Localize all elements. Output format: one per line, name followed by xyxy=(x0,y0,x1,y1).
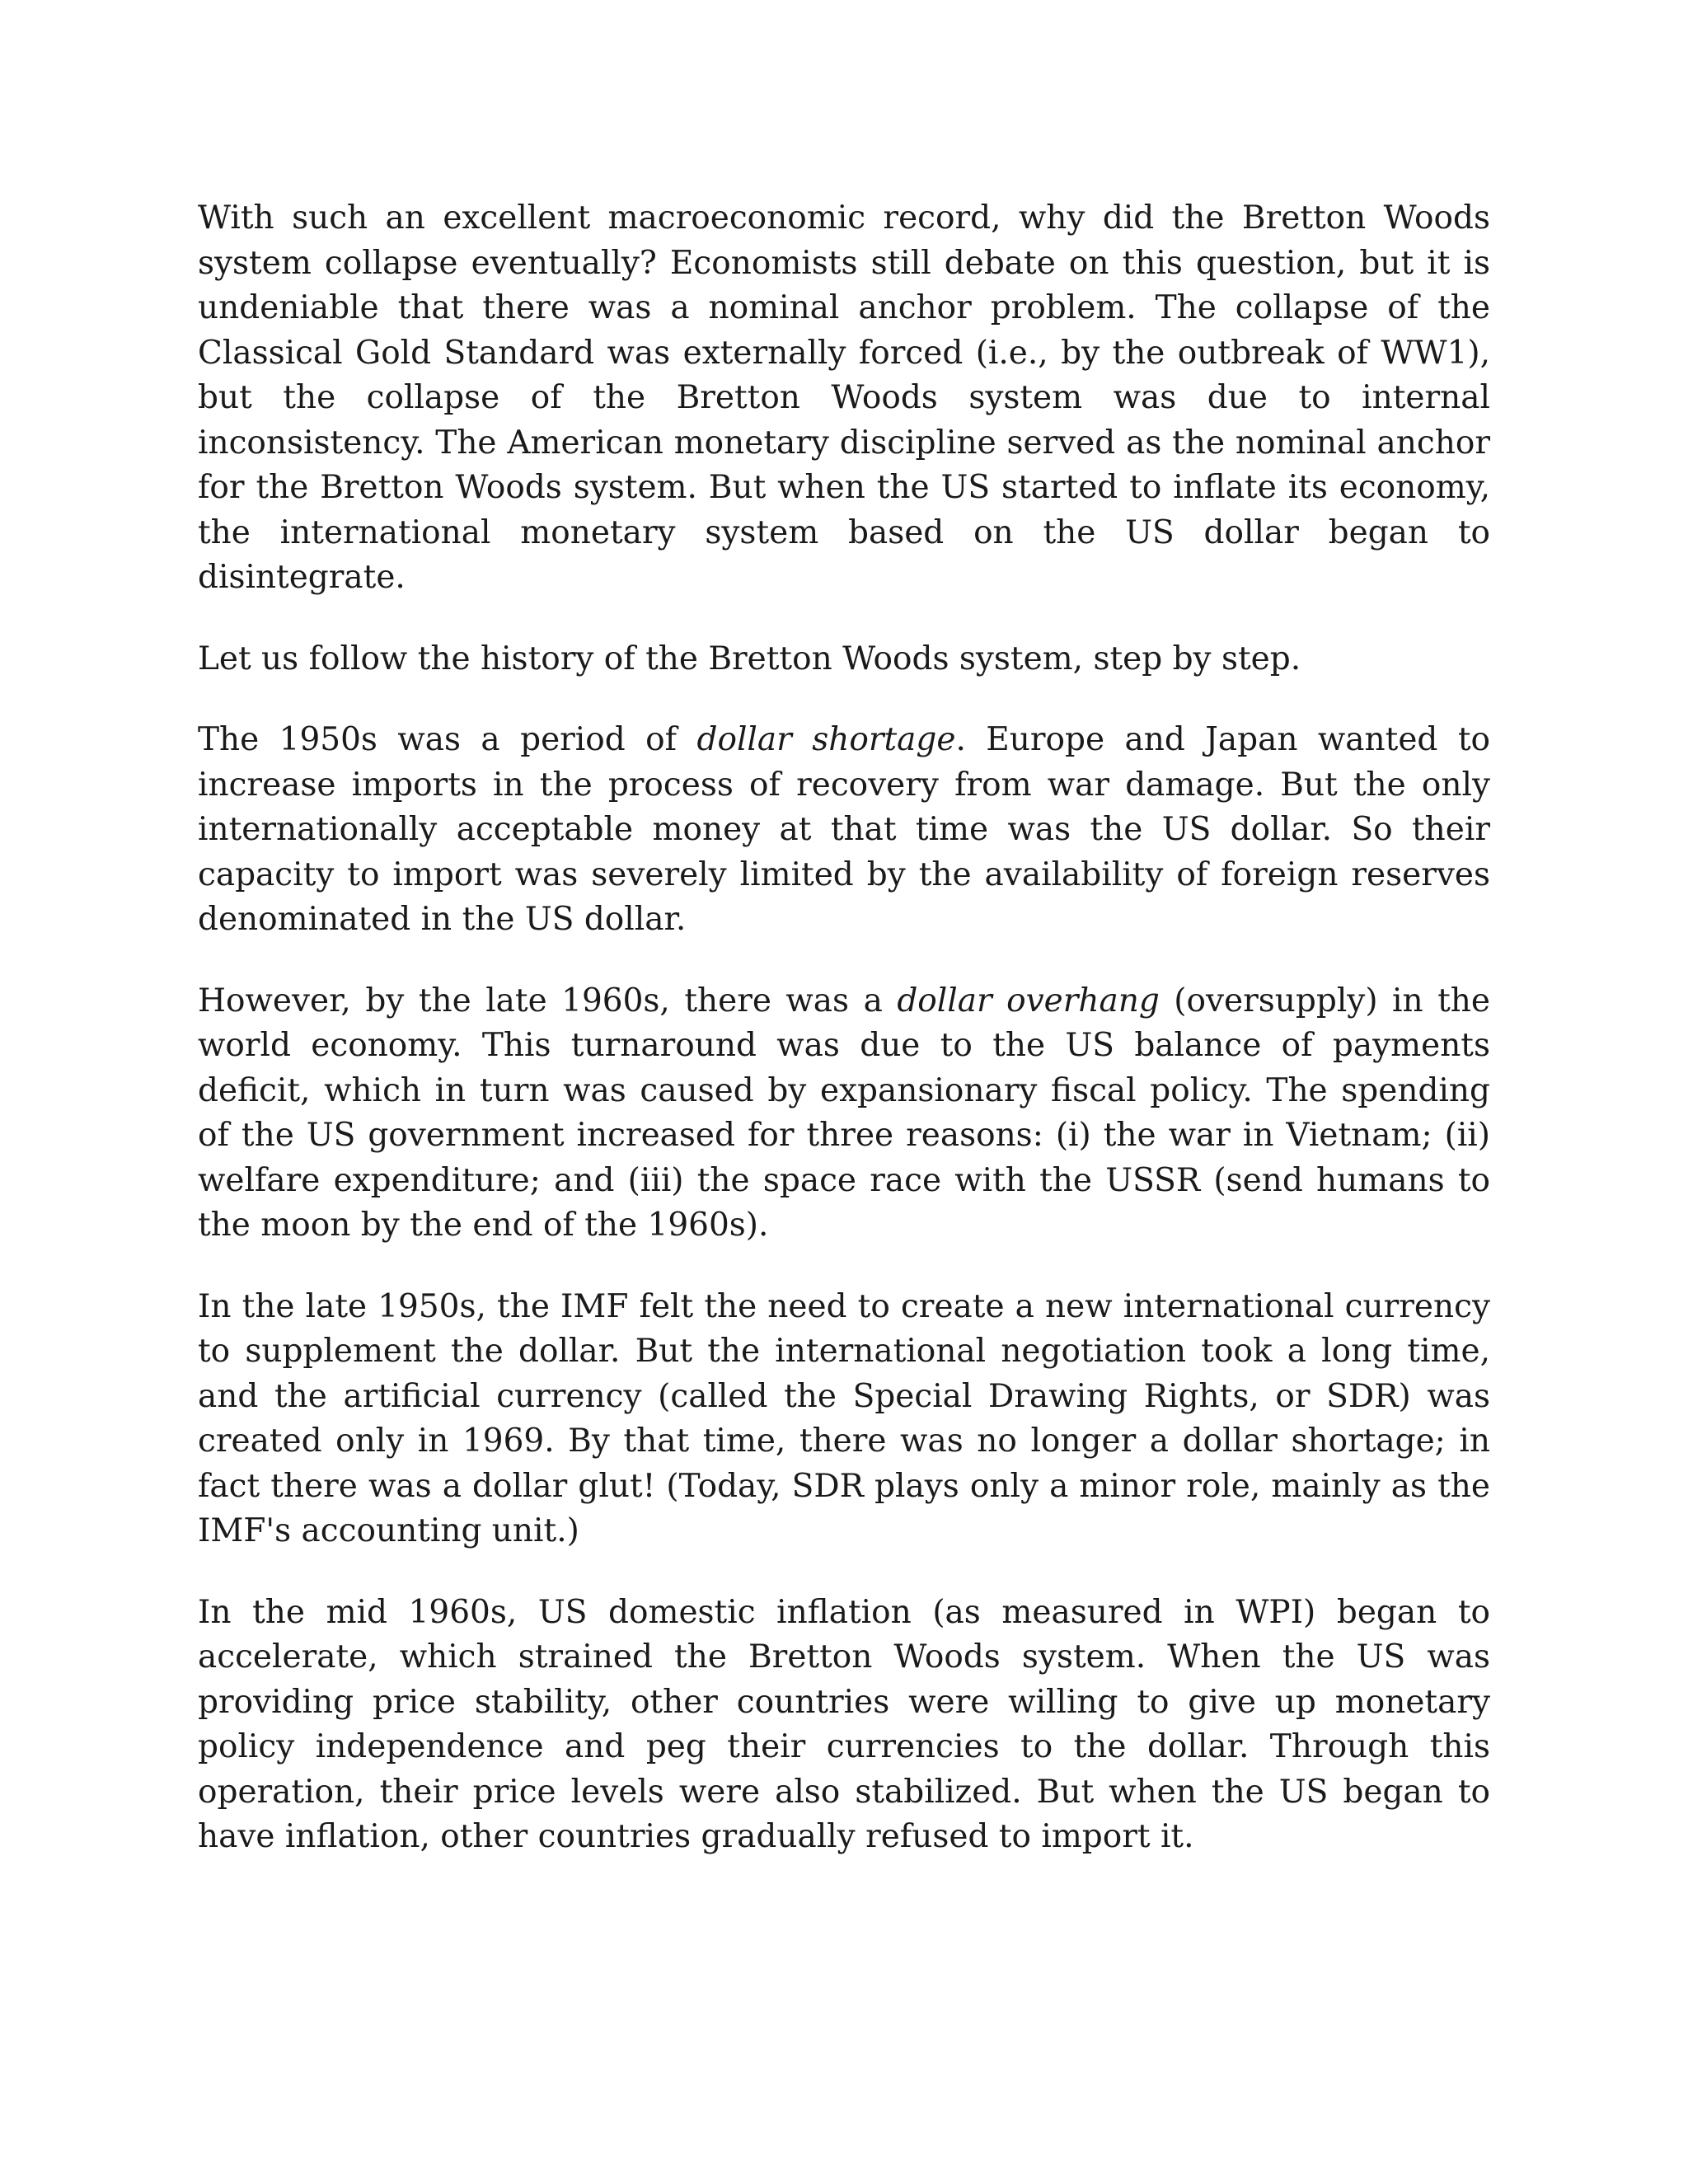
paragraph-dollar-overhang xyxy=(198,979,1490,1249)
document-page xyxy=(198,196,1490,1860)
paragraph-inflation xyxy=(198,1591,1490,1860)
emphasis-dollar-overhang: dollar overhang xyxy=(897,982,1160,1019)
paragraph-sdr xyxy=(198,1285,1490,1554)
paragraph-collapse-question xyxy=(198,196,1490,601)
paragraph-text-after: . Europe and Japan wanted to increase imports in the process of recovery from war damage. But the only internationally acceptable money at that time was the US dollar. So their capacity to import was severely limited by the availability of foreign reserves denominated in the US dollar. xyxy=(198,721,1490,938)
paragraph-history-intro xyxy=(198,637,1490,682)
paragraph-text: In the mid 1960s, US domestic inflation (as measured in WPI) began to accelerate, which strained the Bretton Woods system. When the US was providing price stability, other countries were willing to give up monetary policy independence and peg their currencies to the dollar. Through this operation, their price levels were also stabilized. But when the US began to have inflation, other countries gradually refused to import it. xyxy=(198,1593,1490,1855)
paragraph-dollar-shortage xyxy=(198,718,1490,943)
paragraph-text-before: The 1950s was a period of xyxy=(198,721,697,758)
paragraph-text: In the late 1950s, the IMF felt the need to create a new international currency to supplement the dollar. But the international negotiation took a long time, and the artificial currency (called the Special Drawing Rights, or SDR) was created only in 1969. By that time, there was no longer a dollar shortage; in fact there was a dollar glut! (Today, SDR plays only a minor role, mainly as the IMF's accounting unit.) xyxy=(198,1287,1490,1549)
emphasis-dollar-shortage: dollar shortage xyxy=(696,721,956,758)
paragraph-text: Let us follow the history of the Bretton Woods system, step by step. xyxy=(198,640,1301,677)
paragraph-text: With such an excellent macroeconomic record, why did the Bretton Woods system collapse eventually? Economists still debate on this question, but it is undeniable that there was a nominal anchor problem. The collapse of the Classical Gold Standard was externally forced (i.e., by the outbreak of WW1), but the collapse of the Bretton Woods system was due to internal inconsistency. The American monetary discipline served as the nominal anchor for the Bretton Woods system. But when the US started to inflate its economy, the international monetary system based on the US dollar began to disintegrate. xyxy=(198,199,1490,596)
paragraph-text-after: (oversupply) in the world economy. This turnaround was due to the US balance of payments deficit, which in turn was caused by expansionary fiscal policy. The spending of the US government increased for three reasons: (i) the war in Vietnam; (ii) welfare expenditure; and (iii) the space race with the USSR (send humans to the moon by the end of the 1960s). xyxy=(198,982,1491,1244)
paragraph-text-before: However, by the late 1960s, there was a xyxy=(198,982,898,1019)
